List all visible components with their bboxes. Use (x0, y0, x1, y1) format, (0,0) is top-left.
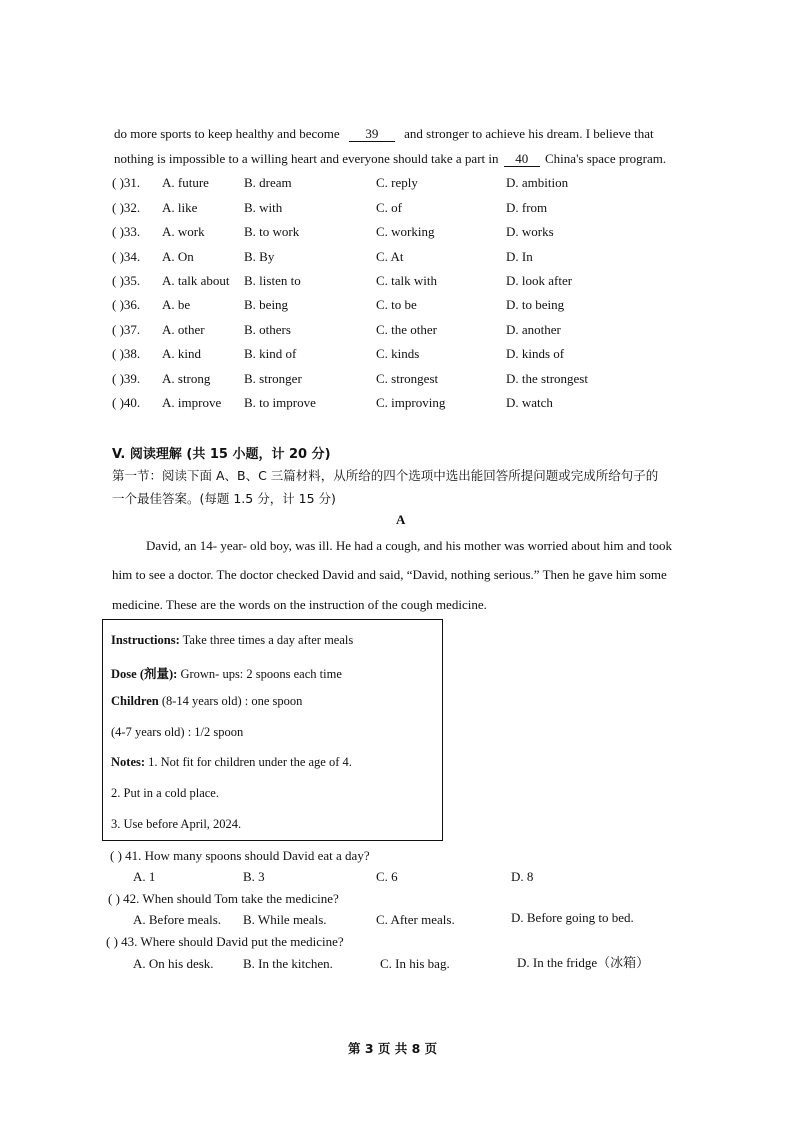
question-row (112, 249, 732, 267)
option-b: B. being (244, 297, 289, 312)
question-number: ( )32. (112, 200, 141, 215)
option-c: C. strongest (376, 371, 439, 386)
section-instructions-1: 第一节：阅读下面 A、B、C 三篇材料，从所给的四个选项中选出能回答所提问题或完成所给句子的 (112, 468, 659, 483)
option-c: C. After meals. (376, 912, 455, 927)
instructions-label: Instructions: (111, 633, 180, 647)
young-children-line: (4-7 years old) : 1/2 spoon (111, 725, 244, 739)
section-heading: V. 阅读理解 (共 15 小题，计 20 分) (112, 447, 331, 462)
option-a: A. other (162, 322, 205, 337)
cloze-text: China's space program. (545, 151, 667, 166)
option-d: D. kinds of (506, 346, 565, 361)
option-a: A. On (162, 249, 194, 264)
instructions-line (111, 633, 353, 648)
option-c: C. kinds (376, 346, 420, 361)
question-42: ( ) 42. When should Tom take the medicine? (108, 891, 339, 906)
option-b: B. 3 (243, 869, 265, 884)
passage-line-3: medicine. These are the words on the instruction of the cough medicine. (112, 597, 487, 612)
option-a: A. 1 (133, 869, 156, 884)
instructions-text: Take three times a day after meals (179, 633, 354, 647)
option-a: A. On his desk. (133, 956, 214, 971)
option-b: B. to work (244, 224, 300, 239)
passage-line-1: David, an 14- year- old boy, was ill. He had a cough, and his mother was worried about him and took (146, 538, 672, 553)
page-footer: 第 3 页 共 8 页 (348, 1041, 438, 1056)
option-d: D. In (506, 249, 533, 264)
question-row (112, 224, 732, 242)
medicine-instruction-box (102, 619, 443, 841)
dose-line (111, 664, 342, 682)
question-row (112, 371, 732, 389)
dose-label: Dose (剂量): (111, 667, 178, 681)
section-instructions-2: 一个最佳答案。(每题 1.5 分，计 15 分) (112, 491, 336, 506)
option-d: D. another (506, 322, 561, 337)
cloze-line-2 (114, 151, 666, 167)
question-number: ( )39. (112, 371, 141, 386)
option-d: D. look after (506, 273, 573, 288)
option-b: B. In the kitchen. (243, 956, 333, 971)
option-a: A. like (162, 200, 198, 215)
question-row (112, 346, 732, 364)
question-row (112, 297, 732, 315)
option-d: D. ambition (506, 175, 569, 190)
option-d: D. In the fridge（冰箱） (517, 955, 650, 970)
cloze-text: do more sports to keep healthy and become (114, 126, 340, 141)
cloze-line-1 (114, 126, 654, 142)
option-b: B. listen to (244, 273, 301, 288)
option-c: C. 6 (376, 869, 398, 884)
note-2: 2. Put in a cold place. (111, 786, 219, 800)
blank-40: 40 (504, 152, 540, 167)
option-d: D. works (506, 224, 554, 239)
question-number: ( )31. (112, 175, 141, 190)
question-43: ( ) 43. Where should David put the medicine? (106, 934, 344, 949)
option-d: D. the strongest (506, 371, 588, 386)
option-a: A. kind (162, 346, 201, 361)
children-label: Children (111, 694, 159, 708)
question-row (112, 395, 732, 413)
option-d: D. to being (506, 297, 565, 312)
question-number: ( )40. (112, 395, 141, 410)
children-line (111, 694, 302, 709)
notes-line (111, 755, 352, 770)
passage-letter: A (396, 512, 406, 527)
question-number: ( )34. (112, 249, 141, 264)
option-b: B. to improve (244, 395, 316, 410)
question-number: ( )38. (112, 346, 141, 361)
question-row (112, 322, 732, 340)
question-row (112, 273, 732, 291)
option-b: B. with (244, 200, 283, 215)
option-c: C. of (376, 200, 402, 215)
option-d: D. watch (506, 395, 553, 410)
blank-39: 39 (349, 127, 395, 142)
note-3: 3. Use before April, 2024. (111, 817, 242, 831)
dose-text: Grown- ups: 2 spoons each time (177, 667, 342, 681)
question-number: ( )36. (112, 297, 141, 312)
cloze-text: and stronger to achieve his dream. I believe that (404, 126, 654, 141)
option-c: C. working (376, 224, 435, 239)
option-a: A. talk about (162, 273, 230, 288)
option-c: C. to be (376, 297, 417, 312)
option-d: D. from (506, 200, 548, 215)
option-a: A. improve (162, 395, 222, 410)
option-c: C. improving (376, 395, 446, 410)
option-b: B. stronger (244, 371, 302, 386)
question-row (112, 175, 732, 193)
option-b: B. others (244, 322, 291, 337)
option-a: A. work (162, 224, 205, 239)
question-number: ( )35. (112, 273, 141, 288)
question-number: ( )33. (112, 224, 141, 239)
option-a: A. strong (162, 371, 211, 386)
notes-label: Notes: (111, 755, 146, 769)
option-b: B. While meals. (243, 912, 327, 927)
option-c: C. talk with (376, 273, 438, 288)
option-b: B. dream (244, 175, 292, 190)
option-c: C. At (376, 249, 404, 264)
question-41: ( ) 41. How many spoons should David eat a day? (110, 848, 370, 863)
option-b: B. By (244, 249, 275, 264)
notes-text: 1. Not fit for children under the age of 4. (145, 755, 352, 769)
passage-line-2: him to see a doctor. The doctor checked David and said, “David, nothing serious.” Then he gave him some (112, 567, 667, 582)
option-c: C. In his bag. (380, 956, 450, 971)
question-number: ( )37. (112, 322, 141, 337)
option-b: B. kind of (244, 346, 297, 361)
cloze-text: nothing is impossible to a willing heart and everyone should take a part in (114, 151, 499, 166)
option-a: A. future (162, 175, 209, 190)
children-text: (8-14 years old) : one spoon (158, 694, 303, 708)
option-d: D. Before going to bed. (511, 910, 634, 925)
option-c: C. the other (376, 322, 438, 337)
option-d: D. 8 (511, 869, 534, 884)
option-a: A. be (162, 297, 191, 312)
option-a: A. Before meals. (133, 912, 222, 927)
question-row (112, 200, 732, 218)
option-c: C. reply (376, 175, 418, 190)
